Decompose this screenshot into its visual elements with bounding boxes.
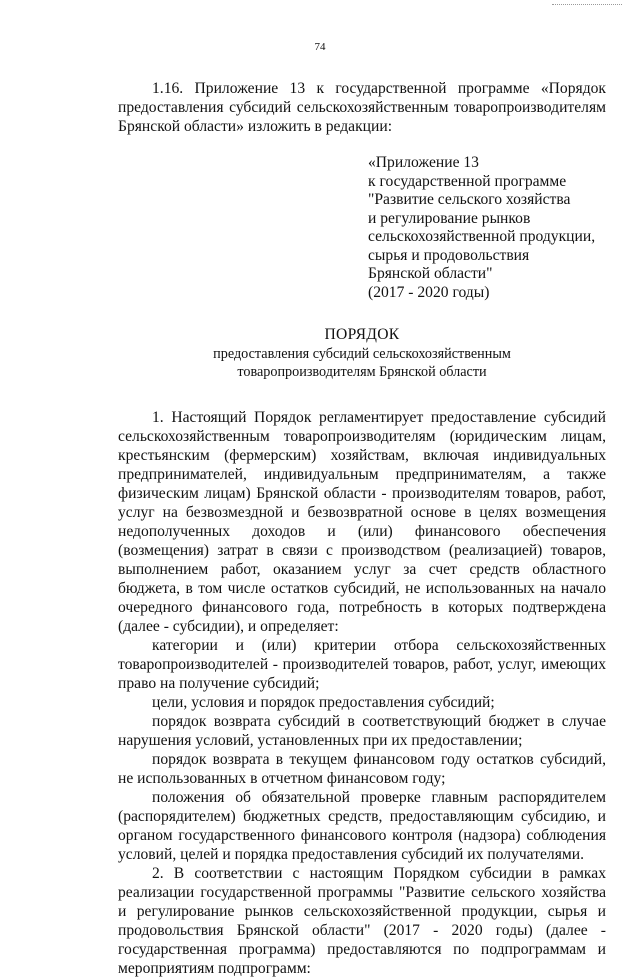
document-title (118, 326, 606, 382)
document-body (118, 79, 606, 978)
order-text (118, 408, 606, 978)
paragraph-clause-1: 1. Настоящий Порядок регламентирует предоставление субсидий сельскохозяйственным товаропроизводителям (юридическим лицам, крестьянским (фермерским) хозяйствам, включая индивидуальных предпринимателей, индивидуальным предпринимателям, а также физическим лицам) Брянской области - производителям товаров, работ, услуг на безвозмездной и безвозвратной основе в целях возмещения недополученных доходов и (или) финансового обеспечения (возмещения) затрат в связи с производством (реализацией) товаров, выполнением работ, оказанием услуг за счет средств областного бюджета, в том числе остатков субсидий, не использованных на начало очередного финансового года, потребность в которых подтверждена (далее - субсидии), и определяет: (118, 408, 606, 635)
title-subtitle-line-2: товаропроизводителям Брянской области (237, 364, 487, 380)
title-subtitle-line-1: предоставления субсидий сельскохозяйственным (213, 345, 511, 362)
paragraph-clause-2: 2. В соответствии с настоящим Порядком субсидии в рамках реализации государственной программы "Развитие сельского хозяйства и регулирование рынков сельскохозяйственной продукции, сырья и продовольствия Брянской области" (2017 - 2020 годы) (далее - государственная программа) предоставляются по подпрограммам и мероприятиям подпрограмм: (118, 864, 606, 977)
appendix-line: сельскохозяйственной продукции, (368, 228, 596, 245)
scan-artifact-line (552, 4, 622, 6)
appendix-line: (2017 - 2020 годы) (368, 283, 490, 301)
appendix-line: «Приложение 13 (368, 154, 479, 171)
appendix-line: к государственной программе (368, 172, 567, 190)
appendix-line: Брянской области" (368, 265, 493, 282)
paragraph-return-remainder: порядок возврата в текущем финансовом году остатков субсидий, не использованных в отчетном финансовом году; (118, 750, 606, 787)
intro-paragraph: 1.16. Приложение 13 к государственной программе «Порядок предоставления субсидий сельскохозяйственным товаропроизводителям Брянской области» изложить в редакции: (118, 80, 606, 135)
appendix-line: "Развитие сельского хозяйства (368, 191, 571, 208)
paragraph-goals: цели, условия и порядок предоставления субсидий; (152, 693, 495, 711)
appendix-line: сырья и продовольствия (368, 246, 530, 264)
paragraph-control: положения об обязательной проверке главным распорядителем (распорядителем) бюджетных средств, предоставляющим субсидию, и органом государственного финансового контроля (надзора) соблюдения условий, целей и порядка предоставления субсидий их получателями. (118, 788, 606, 863)
paragraph-categories: категории и (или) критерии отбора сельскохозяйственных товаропроизводителей - производителей товаров, работ, услуг, имеющих право на получение субсидий; (118, 636, 606, 692)
page-number: 74 (314, 41, 326, 53)
appendix-header (368, 154, 606, 302)
appendix-line: и регулирование рынков (368, 209, 531, 227)
title-main: ПОРЯДОК (324, 326, 400, 343)
paragraph-return-budget: порядок возврата субсидий в соответствующий бюджет в случае нарушения условий, установленных при их предоставлении; (118, 712, 606, 749)
